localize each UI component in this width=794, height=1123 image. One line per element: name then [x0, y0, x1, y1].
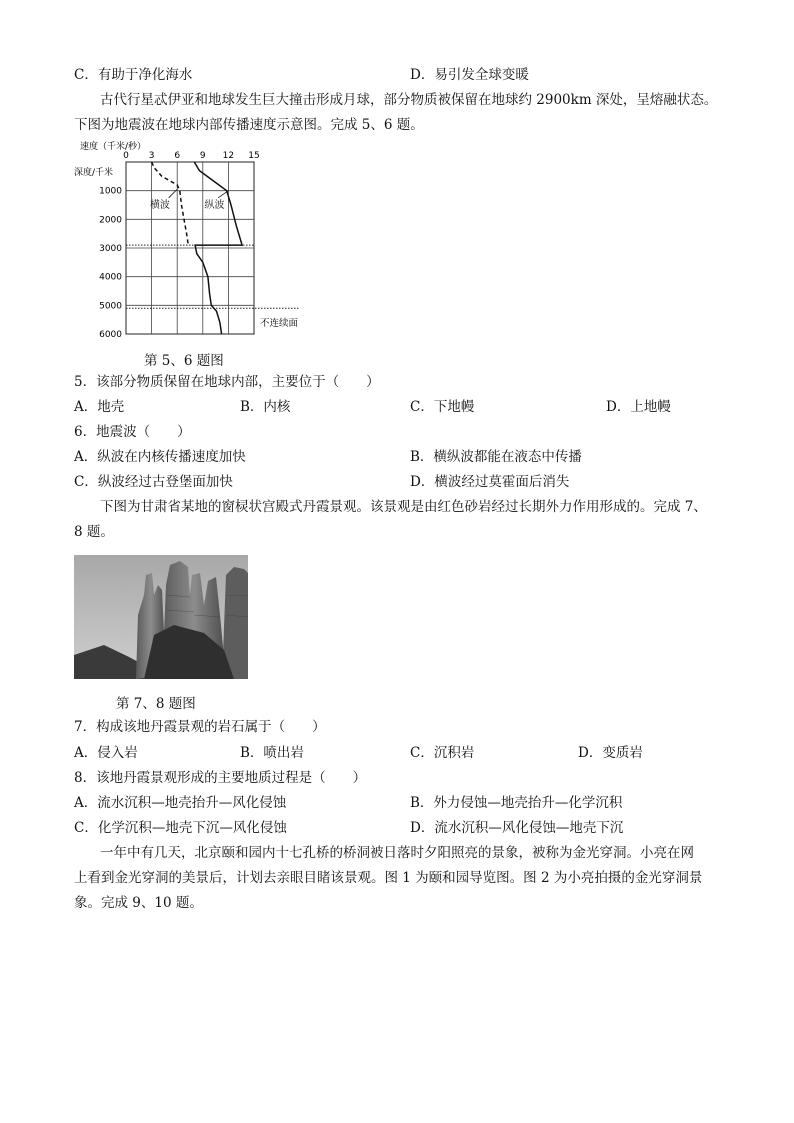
q8-stem: 8．该地丹霞景观形成的主要地质过程是（ ）: [74, 770, 367, 786]
fig-5-6-caption: 第 5、6 题图: [144, 353, 224, 369]
x-tick-label: 9: [199, 151, 206, 161]
x-tick-label: 3: [148, 151, 155, 161]
x-tick-label: 12: [222, 151, 235, 161]
q7-option-b[interactable]: B．喷出岩: [240, 745, 304, 761]
q5-option-d[interactable]: D．上地幔: [606, 399, 671, 415]
y-tick-label: 5000: [99, 301, 122, 312]
intro-5-6-line2: 下图为地震波在地球内部传播速度示意图。完成 5、6 题。: [74, 117, 424, 133]
x-axis-label: 速度（千米/秒）: [80, 142, 147, 152]
intro-9-10-line3: 象。完成 9、10 题。: [74, 895, 203, 911]
x-tick-label: 6: [174, 151, 181, 161]
x-tick-label: 15: [248, 151, 260, 161]
intro-5-6-line1: 古代行星忒伊亚和地球发生巨大撞击形成月球，部分物质被保留在地球约 2900km 深处，呈熔融状态。: [100, 92, 718, 108]
series-label-p-wave: 纵波: [204, 199, 225, 211]
q7-stem: 7．构成该地丹霞景观的岩石属于（ ）: [74, 719, 326, 735]
intro-9-10-line1: 一年中有几天，北京颐和园内十七孔桥的桥洞被日落时夕阳照亮的景象，被称为金光穿洞。小亮在网: [100, 845, 694, 861]
q6-option-a[interactable]: A．纵波在内核传播速度加快: [74, 449, 246, 465]
option-c-prev: C．有助于净化海水: [74, 67, 193, 83]
q8-option-c[interactable]: C．化学沉积—地壳下沉—风化侵蚀: [74, 820, 287, 836]
seismic-chart-svg: [74, 138, 304, 348]
y-tick-label: 6000: [99, 330, 122, 340]
y-tick-label: 2000: [99, 215, 122, 226]
q5-stem: 5．该部分物质保留在地球内部，主要位于（ ）: [74, 374, 380, 390]
q6-option-b[interactable]: B．横纵波都能在液态中传播: [410, 449, 582, 465]
option-d-prev: D．易引发全球变暖: [410, 67, 529, 83]
danxia-landform-photo: [74, 555, 248, 679]
legend-discontinuity-label: 不连续面: [260, 318, 299, 330]
series-label-s-wave: 横波: [149, 199, 170, 211]
q7-option-c[interactable]: C．沉积岩: [410, 745, 475, 761]
q7-option-d[interactable]: D．变质岩: [578, 745, 643, 761]
danxia-photo-svg: [74, 555, 248, 679]
label-arrow: [218, 191, 228, 198]
intro-9-10-line2: 上看到金光穿洞的美景后，计划去亲眼目睹该景观。图 1 为颐和园导览图。图 2 为小亮拍摄的金光穿洞景: [74, 870, 703, 886]
q7-option-a[interactable]: A．侵入岩: [74, 745, 138, 761]
seismic-wave-chart: [74, 138, 304, 348]
y-tick-label: 3000: [99, 244, 122, 254]
q5-option-b[interactable]: B．内核: [240, 399, 291, 415]
q5-option-c[interactable]: C．下地幔: [410, 399, 475, 415]
q6-stem: 6．地震波（ ）: [74, 424, 191, 440]
q8-option-b[interactable]: B．外力侵蚀—地壳抬升—化学沉积: [410, 795, 623, 811]
intro-7-8-line2: 8 题。: [74, 524, 114, 540]
y-tick-label: 4000: [99, 272, 122, 283]
fig-7-8-caption: 第 7、8 题图: [116, 696, 196, 712]
x-tick-label: 0: [123, 151, 129, 161]
q8-option-a[interactable]: A．流水沉积—地壳抬升—风化侵蚀: [74, 795, 287, 811]
y-axis-label: 深度/千米: [74, 168, 114, 178]
q6-option-d[interactable]: D．横波经过莫霍面后消失: [410, 474, 570, 490]
intro-7-8-line1: 下图为甘肃省某地的窗棂状宫殿式丹霞景观。该景观是由红色砂岩经过长期外力作用形成的。完成 7、: [100, 499, 707, 515]
q6-option-c[interactable]: C．纵波经过古登堡面加快: [74, 474, 233, 490]
y-tick-label: 1000: [99, 186, 122, 197]
q8-option-d[interactable]: D．流水沉积—风化侵蚀—地壳下沉: [410, 820, 624, 836]
q5-option-a[interactable]: A．地壳: [74, 399, 125, 415]
